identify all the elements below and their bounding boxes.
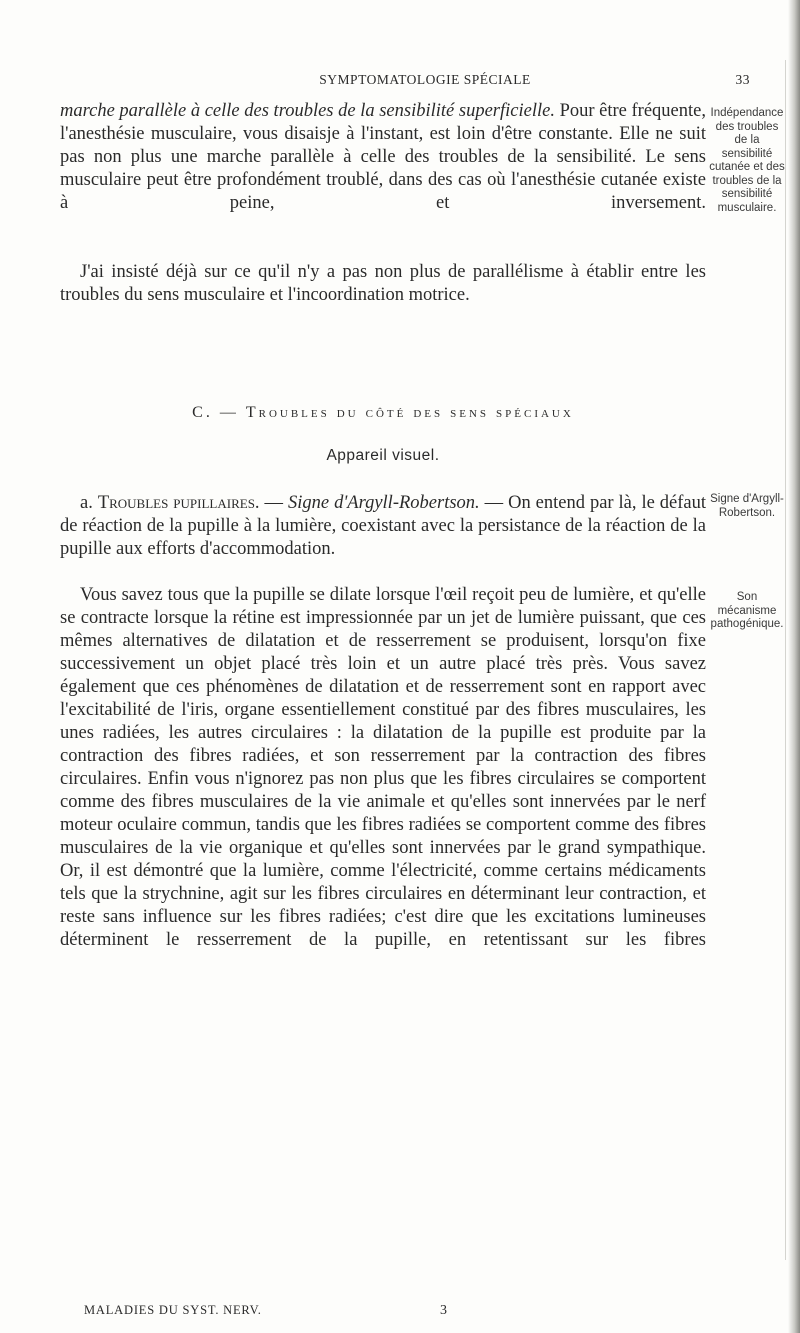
page-edge-line bbox=[785, 60, 786, 1260]
paragraph-text: Vous savez tous que la pupille se dilate lorsque l'œil reçoit peu de lumière, et qu'elle se contracte lorsque la rétine est impressionnée par un jet de lumière puissant, que ces mêmes alternatives de dilatation et de resserrement se produisent, lorsqu'on fixe successivement un objet placé très loin et un autre placé très près. Vous savez également que ces phénomènes de dilatation et de resserrement sont en rapport avec l'excitabilité de l'iris, organe essentiellement constitué par des fibres musculaires, les unes radiées, les autres circulaires : la dilatation de la pupille est produite par la contraction des fibres radiées, et son resserrement par la contraction des fibres circulaires. Enfin vous n'ignorez pas non plus que les fibres circulaires se comportent comme des fibres musculaires de la vie animale et qu'elles sont innervées par le nerf moteur oculaire commun, tandis que les fibres radiées se comportent comme des fibres musculaires de la vie organique et qu'elles sont innervées par le grand sympathique. Or, il est démontré que la lumière, comme l'électricité, comme certains médicaments tels que la strychnine, agit sur les fibres circulaires en déterminant leur contraction, et reste sans influence sur les fibres radiées; c'est dire que les excitations lumineuses déterminent le resserrement de la pupille, en retentissant sur les fibres bbox=[60, 585, 706, 950]
running-head bbox=[60, 72, 750, 92]
section-heading-prefix: C. — bbox=[192, 404, 246, 421]
item-label-title: Troubles pupillaires. bbox=[97, 493, 260, 513]
footer bbox=[84, 1303, 706, 1321]
paragraph-continuation bbox=[60, 100, 706, 215]
paragraph-pupil-mechanism bbox=[60, 584, 706, 952]
printer-signature: MALADIES DU SYST. NERV. bbox=[84, 1303, 262, 1317]
paragraph-incoordination bbox=[60, 261, 706, 307]
paragraph-text: — On entend par là, le défaut de réaction de la pupille à la lumière, coexistant avec la persistance de la réaction de la pupille aux efforts d'accommodation. bbox=[60, 493, 707, 559]
paragraph-text: J'ai insisté déjà sur ce qu'il n'y a pas non plus de parallélisme à établir entre les troubles du sens musculaire et l'incoordination motrice. bbox=[60, 262, 706, 305]
paragraph-argyll-robertson bbox=[60, 492, 706, 561]
italic-lead: marche parallèle à celle des troubles de la sensibilité superficielle. bbox=[60, 101, 555, 121]
section-heading-title: Troubles du côté des sens spéciaux bbox=[245, 404, 574, 421]
paragraph-text: Pour être fréquente, l'anesthésie musculaire, vous disaisje à l'instant, est loin d'être constante. Elle ne suit pas non plus une marche parallèle à celle des troubles de la sensibilité. Le sens musculaire peut être profondément troublé, dans des cas où l'anesthésie cutanée existe à peine, et inversement. bbox=[60, 101, 706, 213]
margin-note-mechanism: Son mécanisme pathogénique. bbox=[710, 591, 784, 630]
italic-title: Signe d'Argyll-Robertson. bbox=[288, 493, 480, 513]
sub-heading: Appareil visuel. bbox=[326, 447, 440, 464]
item-label: a. bbox=[80, 493, 98, 513]
margin-note-independence: Indépendance des troubles de la sensibilité cutanée et des troubles de la sensibilité musculaire. bbox=[709, 107, 785, 214]
section-heading bbox=[60, 404, 706, 422]
page-number: 33 bbox=[735, 72, 750, 87]
page-edge-shadow bbox=[788, 0, 800, 1333]
margin-note-argyll-robertson: Signe d'Argyll-Robertson. bbox=[710, 493, 784, 519]
signature-number: 3 bbox=[440, 1303, 448, 1318]
running-head-title: SYMPTOMATOLOGIE SPÉCIALE bbox=[319, 72, 531, 87]
dash: — bbox=[259, 493, 288, 513]
